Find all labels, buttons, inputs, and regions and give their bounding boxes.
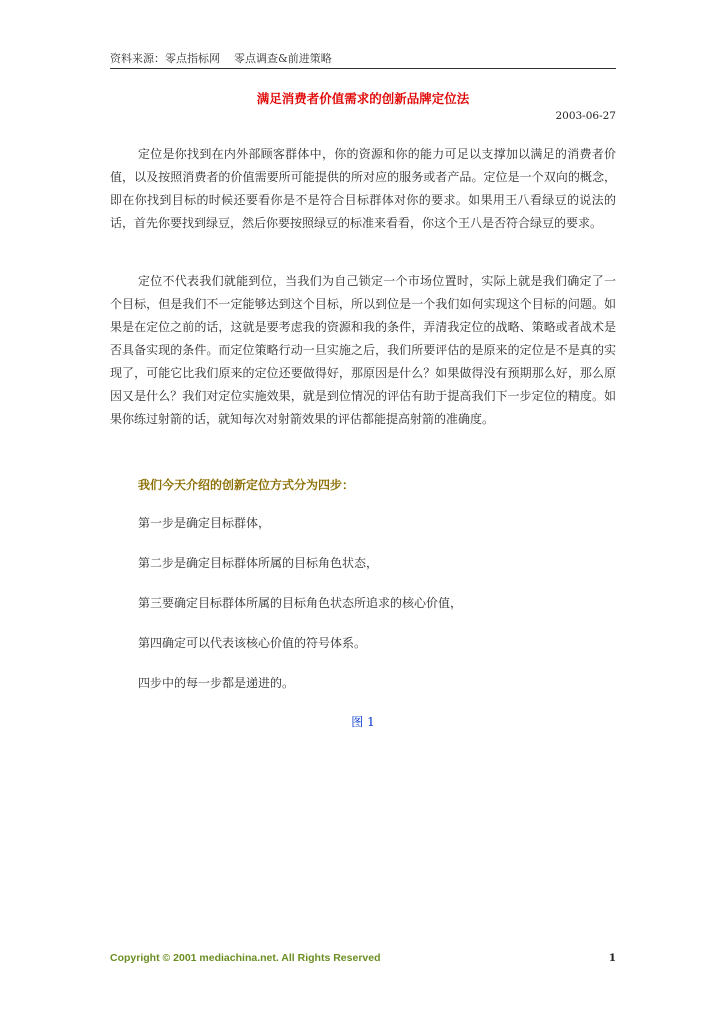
paragraph-1-block [110, 143, 616, 235]
source-site: 零点指标网 [165, 52, 220, 65]
source-label: 资料来源： [110, 52, 165, 65]
figure-label: 图 1 [351, 715, 375, 729]
paragraph-2-block [110, 270, 616, 431]
paragraph-2: 定位不代表我们就能到位，当我们为自己锁定一个市场位置时，实际上就是我们确定了一个目标，但是我们不一定能够达到这个目标，所以到位是一个我们如何实现这个目标的问题。如果是在定位之前的话，这就是要考虑我的资源和我的条件，弄清我定位的战略、策略或者战术是否具备实现的条件。而定位策略行动一旦实施之后，我们所要评估的是原来的定位是不是真的实现了，可能它比我们原来的定位还要做得好，那原因是什么？如果做得没有预期那么好，那么原因又是什么？我们对定位实施效果，就是到位情况的评估有助于提高我们下一步定位的精度。如果你练过射箭的话，就知每次对射箭效果的评估都能提高射箭的准确度。 [110, 274, 616, 426]
article-title: 满足消费者价值需求的创新品牌定位法 [256, 91, 470, 106]
source-section: 零点调查&前进策略 [234, 52, 332, 65]
section-subheading: 我们今天介绍的创新定位方式分为四步： [138, 478, 355, 492]
page-footer [110, 948, 616, 968]
step-item: 第三要确定目标群体所属的目标角色状态所追求的核心价值， [138, 596, 463, 610]
step-summary: 四步中的每一步都是递进的。 [138, 676, 295, 690]
source-header [110, 50, 616, 69]
page-number: 1 [608, 952, 616, 964]
copyright-text: Copyright © 2001 mediachina.net. All Rights Reserved [110, 952, 381, 964]
step-item: 第二步是确定目标群体所属的目标角色状态， [138, 556, 379, 570]
paragraph-1: 定位是你找到在内外部顾客群体中，你的资源和你的能力可足以支撑加以满足的消费者价值，以及按照消费者的价值需要所可能提供的所对应的服务或者产品。定位是一个双向的概念，即在你找到目标的时候还要看你是不是符合目标群体对你的要求。如果用王八看绿豆的说法的话，首先你要找到绿豆，然后你要按照绿豆的标准来看看，你这个王八是否符合绿豆的要求。 [110, 147, 616, 230]
step-item: 第一步是确定目标群体， [138, 516, 271, 530]
step-item: 第四确定可以代表该核心价值的符号体系。 [138, 636, 367, 650]
article-date: 2003-06-27 [555, 110, 616, 122]
